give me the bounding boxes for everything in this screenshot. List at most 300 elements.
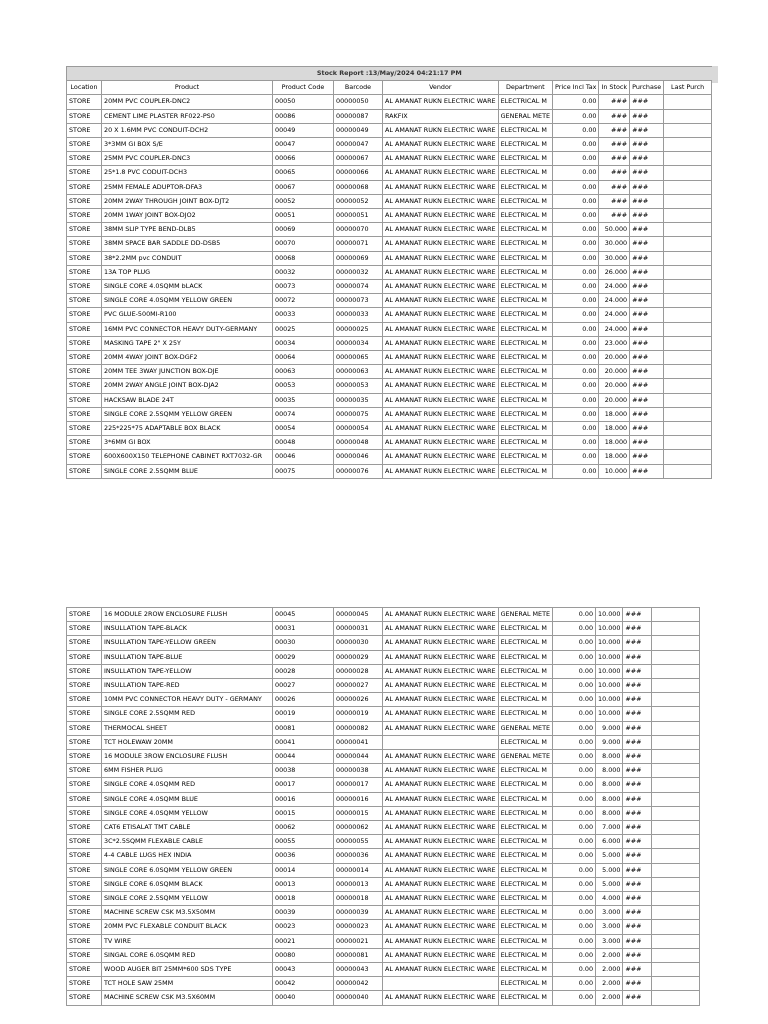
cell-in-stock: 30.000 <box>599 237 630 251</box>
cell-last-purchase <box>652 934 700 948</box>
cell-purchase: ### <box>623 892 652 906</box>
cell-purchase: ### <box>623 622 652 636</box>
table-row <box>67 450 712 464</box>
cell-location: STORE <box>67 294 102 308</box>
table-row <box>67 977 700 991</box>
cell-in-stock: 8.000 <box>596 806 623 820</box>
header-vendor: Vendor <box>383 81 499 95</box>
table-row <box>67 991 700 1005</box>
cell-price: 0.00 <box>553 138 599 152</box>
cell-location: STORE <box>67 180 102 194</box>
cell-product-code: 00028 <box>273 664 334 678</box>
cell-location: STORE <box>67 280 102 294</box>
cell-product-code: 00031 <box>273 622 334 636</box>
cell-last-purchase <box>652 778 700 792</box>
cell-price: 0.00 <box>553 294 599 308</box>
cell-vendor: AL AMANAT RUKN ELECTRIC WARE <box>383 436 499 450</box>
cell-product-code: 00035 <box>273 393 334 407</box>
cell-product-code: 00073 <box>273 280 334 294</box>
cell-location: STORE <box>67 693 102 707</box>
cell-location: STORE <box>67 735 102 749</box>
cell-location: STORE <box>67 750 102 764</box>
cell-product: 38MM SLIP TYPE BEND-DLB5 <box>102 223 273 237</box>
cell-department: ELECTRICAL M <box>498 166 552 180</box>
cell-price: 0.00 <box>553 251 599 265</box>
cell-vendor: AL AMANAT RUKN ELECTRIC WARE <box>383 792 499 806</box>
cell-last-purchase <box>664 336 712 350</box>
stock-report-table-page1 <box>66 66 712 479</box>
cell-last-purchase <box>664 180 712 194</box>
cell-price: 0.00 <box>553 835 596 849</box>
cell-in-stock: 24.000 <box>599 322 630 336</box>
cell-department: GENERAL METE <box>498 721 552 735</box>
cell-price: 0.00 <box>553 963 596 977</box>
cell-department: ELECTRICAL M <box>498 379 552 393</box>
cell-purchase: ### <box>630 407 664 421</box>
cell-vendor: AL AMANAT RUKN ELECTRIC WARE <box>383 351 499 365</box>
cell-purchase: ### <box>630 123 664 137</box>
cell-vendor: AL AMANAT RUKN ELECTRIC WARE <box>383 308 499 322</box>
cell-product-code: 00032 <box>273 265 334 279</box>
cell-vendor: AL AMANAT RUKN ELECTRIC WARE <box>383 693 499 707</box>
cell-in-stock: 10.000 <box>596 608 623 622</box>
cell-vendor: AL AMANAT RUKN ELECTRIC WARE <box>383 180 499 194</box>
cell-price: 0.00 <box>553 194 599 208</box>
cell-product-code: 00080 <box>273 948 334 962</box>
table-row <box>67 778 700 792</box>
cell-location: STORE <box>67 636 102 650</box>
cell-product: 20MM PVC FLEXABLE CONDUIT BLACK <box>102 920 273 934</box>
cell-product: 20MM TEE 3WAY JUNCTION BOX-DJE <box>102 365 273 379</box>
cell-last-purchase <box>652 636 700 650</box>
cell-purchase: ### <box>623 821 652 835</box>
cell-last-purchase <box>652 806 700 820</box>
cell-product-code: 00039 <box>273 906 334 920</box>
cell-in-stock: 24.000 <box>599 280 630 294</box>
cell-barcode: 00000042 <box>334 977 383 991</box>
cell-purchase: ### <box>623 750 652 764</box>
cell-barcode: 00000030 <box>334 636 383 650</box>
cell-product: SINGLE CORE 2.5SQMM BLUE <box>102 464 273 478</box>
cell-vendor: AL AMANAT RUKN ELECTRIC WARE <box>383 778 499 792</box>
cell-location: STORE <box>67 379 102 393</box>
cell-barcode: 00000039 <box>334 906 383 920</box>
cell-in-stock: 18.000 <box>599 450 630 464</box>
cell-barcode: 00000076 <box>334 464 383 478</box>
cell-product: 3*6MM GI BOX <box>102 436 273 450</box>
cell-last-purchase <box>664 265 712 279</box>
cell-purchase: ### <box>630 237 664 251</box>
cell-department: ELECTRICAL M <box>498 464 552 478</box>
cell-product: SINGLE CORE 4.0SQMM BLUE <box>102 792 273 806</box>
cell-purchase: ### <box>623 835 652 849</box>
cell-price: 0.00 <box>553 750 596 764</box>
cell-vendor: AL AMANAT RUKN ELECTRIC WARE <box>383 821 499 835</box>
cell-purchase: ### <box>623 721 652 735</box>
cell-department: ELECTRICAL M <box>498 693 552 707</box>
cell-product-code: 00048 <box>273 436 334 450</box>
cell-product-code: 00023 <box>273 920 334 934</box>
cell-barcode: 00000051 <box>334 209 383 223</box>
cell-vendor: AL AMANAT RUKN ELECTRIC WARE <box>383 679 499 693</box>
cell-barcode: 00000034 <box>334 336 383 350</box>
cell-product-code: 00045 <box>273 608 334 622</box>
cell-last-purchase <box>664 166 712 180</box>
cell-last-purchase <box>664 407 712 421</box>
cell-barcode: 00000046 <box>334 450 383 464</box>
table-row <box>67 123 712 137</box>
cell-last-purchase <box>652 849 700 863</box>
cell-barcode: 00000032 <box>334 265 383 279</box>
cell-price: 0.00 <box>553 237 599 251</box>
cell-barcode: 00000075 <box>334 407 383 421</box>
table-row <box>67 721 700 735</box>
cell-location: STORE <box>67 764 102 778</box>
cell-price: 0.00 <box>553 180 599 194</box>
cell-product-code: 00043 <box>273 963 334 977</box>
cell-product-code: 00068 <box>273 251 334 265</box>
cell-barcode: 00000014 <box>334 863 383 877</box>
cell-vendor: AL AMANAT RUKN ELECTRIC WARE <box>383 407 499 421</box>
cell-price: 0.00 <box>553 265 599 279</box>
cell-price: 0.00 <box>553 393 599 407</box>
cell-product-code: 00025 <box>273 322 334 336</box>
cell-department: ELECTRICAL M <box>498 977 552 991</box>
table-row <box>67 608 700 622</box>
cell-last-purchase <box>664 123 712 137</box>
cell-product: 25MM PVC COUPLER-DNC3 <box>102 152 273 166</box>
cell-location: STORE <box>67 322 102 336</box>
cell-product: 13A TOP PLUG <box>102 265 273 279</box>
cell-last-purchase <box>664 422 712 436</box>
cell-price: 0.00 <box>553 806 596 820</box>
cell-last-purchase <box>652 750 700 764</box>
cell-department: ELECTRICAL M <box>498 821 552 835</box>
cell-last-purchase <box>652 991 700 1005</box>
cell-product: INSULLATION TAPE-YELLOW GREEN <box>102 636 273 650</box>
cell-product: SINGLE CORE 6.0SQMM YELLOW GREEN <box>102 863 273 877</box>
cell-vendor: AL AMANAT RUKN ELECTRIC WARE <box>383 166 499 180</box>
cell-location: STORE <box>67 95 102 109</box>
cell-price: 0.00 <box>553 721 596 735</box>
cell-product-code: 00051 <box>273 209 334 223</box>
cell-product-code: 00063 <box>273 365 334 379</box>
table-row <box>67 209 712 223</box>
cell-location: STORE <box>67 849 102 863</box>
cell-in-stock: 8.000 <box>596 750 623 764</box>
cell-product: TCT HOLE SAW 25MM <box>102 977 273 991</box>
table-row <box>67 849 700 863</box>
cell-product-code: 00015 <box>273 806 334 820</box>
cell-last-purchase <box>652 664 700 678</box>
cell-in-stock: 2.000 <box>596 977 623 991</box>
cell-last-purchase <box>652 608 700 622</box>
table-row <box>67 863 700 877</box>
cell-product: 10MM PVC CONNECTOR HEAVY DUTY - GERMANY <box>102 693 273 707</box>
cell-price: 0.00 <box>553 892 596 906</box>
cell-product-code: 00014 <box>273 863 334 877</box>
table-row <box>67 138 712 152</box>
cell-product-code: 00016 <box>273 792 334 806</box>
cell-product: 600X600X150 TELEPHONE CABINET RXT7032-GR <box>102 450 273 464</box>
cell-department: ELECTRICAL M <box>498 764 552 778</box>
cell-purchase: ### <box>630 351 664 365</box>
cell-department: ELECTRICAL M <box>498 237 552 251</box>
cell-in-stock: 2.000 <box>596 948 623 962</box>
cell-product: SINGLE CORE 6.0SQMM BLACK <box>102 877 273 891</box>
cell-vendor: AL AMANAT RUKN ELECTRIC WARE <box>383 265 499 279</box>
cell-price: 0.00 <box>553 152 599 166</box>
cell-price: 0.00 <box>553 693 596 707</box>
cell-location: STORE <box>67 109 102 123</box>
cell-vendor: AL AMANAT RUKN ELECTRIC WARE <box>383 251 499 265</box>
cell-barcode: 00000066 <box>334 166 383 180</box>
cell-price: 0.00 <box>553 308 599 322</box>
cell-purchase: ### <box>623 877 652 891</box>
cell-barcode: 00000038 <box>334 764 383 778</box>
cell-price: 0.00 <box>553 920 596 934</box>
cell-barcode: 00000081 <box>334 948 383 962</box>
cell-product-code: 00033 <box>273 308 334 322</box>
cell-in-stock: 2.000 <box>596 963 623 977</box>
cell-last-purchase <box>664 365 712 379</box>
cell-location: STORE <box>67 407 102 421</box>
cell-last-purchase <box>664 379 712 393</box>
cell-vendor: AL AMANAT RUKN ELECTRIC WARE <box>383 948 499 962</box>
cell-department: ELECTRICAL M <box>498 991 552 1005</box>
cell-purchase: ### <box>623 792 652 806</box>
cell-location: STORE <box>67 450 102 464</box>
cell-vendor: AL AMANAT RUKN ELECTRIC WARE <box>383 707 499 721</box>
cell-purchase: ### <box>630 138 664 152</box>
cell-purchase: ### <box>630 336 664 350</box>
cell-purchase: ### <box>630 109 664 123</box>
cell-department: ELECTRICAL M <box>498 138 552 152</box>
cell-product-code: 00075 <box>273 464 334 478</box>
cell-product: 25*1.8 PVC CODUIT-DCH3 <box>102 166 273 180</box>
cell-price: 0.00 <box>553 280 599 294</box>
cell-product: 225*225*75 ADAPTABLE BOX BLACK <box>102 422 273 436</box>
cell-in-stock: 20.000 <box>599 393 630 407</box>
cell-department: ELECTRICAL M <box>498 152 552 166</box>
cell-barcode: 00000029 <box>334 650 383 664</box>
cell-location: STORE <box>67 237 102 251</box>
cell-purchase: ### <box>623 906 652 920</box>
cell-location: STORE <box>67 336 102 350</box>
cell-price: 0.00 <box>553 436 599 450</box>
cell-in-stock: 26.000 <box>599 265 630 279</box>
cell-price: 0.00 <box>553 650 596 664</box>
cell-vendor: AL AMANAT RUKN ELECTRIC WARE <box>383 194 499 208</box>
cell-last-purchase <box>664 152 712 166</box>
cell-in-stock: 9.000 <box>596 735 623 749</box>
cell-purchase: ### <box>630 166 664 180</box>
stock-report-table-page2 <box>66 607 700 1006</box>
cell-last-purchase <box>664 393 712 407</box>
cell-location: STORE <box>67 650 102 664</box>
cell-product: INSULLATION TAPE-BLACK <box>102 622 273 636</box>
cell-product-code: 00019 <box>273 707 334 721</box>
cell-product: SINGLE CORE 4.0SQMM RED <box>102 778 273 792</box>
table-row <box>67 407 712 421</box>
cell-vendor: AL AMANAT RUKN ELECTRIC WARE <box>383 393 499 407</box>
cell-in-stock: 5.000 <box>596 863 623 877</box>
cell-product-code: 00044 <box>273 750 334 764</box>
cell-price: 0.00 <box>553 664 596 678</box>
cell-department: ELECTRICAL M <box>498 806 552 820</box>
cell-last-purchase <box>664 450 712 464</box>
cell-location: STORE <box>67 436 102 450</box>
cell-product-code: 00050 <box>273 95 334 109</box>
cell-vendor: AL AMANAT RUKN ELECTRIC WARE <box>383 237 499 251</box>
cell-product-code: 00029 <box>273 650 334 664</box>
cell-location: STORE <box>67 835 102 849</box>
cell-product-code: 00072 <box>273 294 334 308</box>
table-row <box>67 379 712 393</box>
cell-vendor: AL AMANAT RUKN ELECTRIC WARE <box>383 934 499 948</box>
cell-product: 3*3MM GI BOX S/E <box>102 138 273 152</box>
table-row <box>67 934 700 948</box>
cell-product: MASKING TAPE 2" X 25Y <box>102 336 273 350</box>
cell-price: 0.00 <box>553 336 599 350</box>
cell-department: ELECTRICAL M <box>498 294 552 308</box>
cell-vendor <box>383 977 499 991</box>
cell-vendor: AL AMANAT RUKN ELECTRIC WARE <box>383 650 499 664</box>
cell-vendor: AL AMANAT RUKN ELECTRIC WARE <box>383 280 499 294</box>
cell-product-code: 00069 <box>273 223 334 237</box>
cell-purchase: ### <box>630 265 664 279</box>
cell-price: 0.00 <box>553 877 596 891</box>
cell-last-purchase <box>652 963 700 977</box>
cell-in-stock: 24.000 <box>599 294 630 308</box>
cell-in-stock: 10.000 <box>596 636 623 650</box>
cell-vendor: AL AMANAT RUKN ELECTRIC WARE <box>383 849 499 863</box>
cell-barcode: 00000049 <box>334 123 383 137</box>
cell-purchase: ### <box>630 251 664 265</box>
cell-price: 0.00 <box>553 365 599 379</box>
cell-price: 0.00 <box>553 322 599 336</box>
cell-department: ELECTRICAL M <box>498 450 552 464</box>
cell-product: MACHINE SCREW CSK M3.5X60MM <box>102 991 273 1005</box>
cell-barcode: 00000017 <box>334 778 383 792</box>
cell-purchase: ### <box>630 464 664 478</box>
cell-product-code: 00065 <box>273 166 334 180</box>
cell-purchase: ### <box>623 636 652 650</box>
cell-product: SINGLE CORE 4.0SQMM YELLOW GREEN <box>102 294 273 308</box>
table-row <box>67 948 700 962</box>
cell-product: 20MM 2WAY ANGLE JOINT BOX-DJA2 <box>102 379 273 393</box>
cell-product: 3C*2.5SQMM FLEXABLE CABLE <box>102 835 273 849</box>
cell-vendor: AL AMANAT RUKN ELECTRIC WARE <box>383 835 499 849</box>
cell-barcode: 00000047 <box>334 138 383 152</box>
cell-barcode: 00000036 <box>334 849 383 863</box>
cell-last-purchase <box>652 679 700 693</box>
cell-in-stock: 10.000 <box>596 679 623 693</box>
cell-department: ELECTRICAL M <box>498 735 552 749</box>
cell-product-code: 00053 <box>273 379 334 393</box>
cell-in-stock: 20.000 <box>599 351 630 365</box>
cell-price: 0.00 <box>553 379 599 393</box>
cell-in-stock: 18.000 <box>599 436 630 450</box>
cell-in-stock: ### <box>599 194 630 208</box>
header-product: Product <box>102 81 273 95</box>
table-row <box>67 351 712 365</box>
header-purchase: Purchase <box>630 81 664 95</box>
cell-barcode: 00000041 <box>334 735 383 749</box>
cell-last-purchase <box>652 821 700 835</box>
cell-last-purchase <box>664 351 712 365</box>
cell-product: INSULLATION TAPE-YELLOW <box>102 664 273 678</box>
cell-in-stock: 30.000 <box>599 251 630 265</box>
cell-product: TV WIRE <box>102 934 273 948</box>
table-row <box>67 109 712 123</box>
table-row <box>67 764 700 778</box>
cell-location: STORE <box>67 251 102 265</box>
cell-product-code: 00027 <box>273 679 334 693</box>
cell-department: ELECTRICAL M <box>498 707 552 721</box>
cell-product: 38*2.2MM pvc CONDUIT <box>102 251 273 265</box>
table-row <box>67 265 712 279</box>
cell-vendor: AL AMANAT RUKN ELECTRIC WARE <box>383 336 499 350</box>
header-barcode: Barcode <box>334 81 383 95</box>
cell-location: STORE <box>67 977 102 991</box>
table-row <box>67 280 712 294</box>
cell-purchase: ### <box>623 934 652 948</box>
cell-product: SINGLE CORE 2.5SQMM YELLOW <box>102 892 273 906</box>
cell-location: STORE <box>67 679 102 693</box>
cell-location: STORE <box>67 721 102 735</box>
table-row <box>67 436 712 450</box>
cell-in-stock: 10.000 <box>599 464 630 478</box>
table-row <box>67 166 712 180</box>
cell-product-code: 00055 <box>273 835 334 849</box>
cell-purchase: ### <box>623 849 652 863</box>
cell-last-purchase <box>652 877 700 891</box>
table-row <box>67 835 700 849</box>
table-row <box>67 223 712 237</box>
cell-purchase: ### <box>623 806 652 820</box>
cell-last-purchase <box>652 792 700 806</box>
cell-price: 0.00 <box>553 778 596 792</box>
cell-product: HACKSAW BLADE 24T <box>102 393 273 407</box>
cell-price: 0.00 <box>553 849 596 863</box>
cell-vendor: AL AMANAT RUKN ELECTRIC WARE <box>383 991 499 1005</box>
cell-vendor: AL AMANAT RUKN ELECTRIC WARE <box>383 464 499 478</box>
cell-department: ELECTRICAL M <box>498 308 552 322</box>
cell-in-stock: 18.000 <box>599 407 630 421</box>
cell-in-stock: 8.000 <box>596 792 623 806</box>
cell-product: 20MM PVC COUPLER-DNC2 <box>102 95 273 109</box>
cell-department: ELECTRICAL M <box>498 792 552 806</box>
cell-vendor: RAKFIX <box>383 109 499 123</box>
cell-in-stock: 50.000 <box>599 223 630 237</box>
table-row <box>67 877 700 891</box>
cell-in-stock: ### <box>599 95 630 109</box>
cell-last-purchase <box>664 223 712 237</box>
cell-in-stock: 3.000 <box>596 906 623 920</box>
cell-product-code: 00046 <box>273 450 334 464</box>
cell-purchase: ### <box>630 365 664 379</box>
cell-vendor: AL AMANAT RUKN ELECTRIC WARE <box>383 95 499 109</box>
cell-barcode: 00000025 <box>334 322 383 336</box>
cell-location: STORE <box>67 308 102 322</box>
cell-barcode: 00000026 <box>334 693 383 707</box>
cell-department: ELECTRICAL M <box>498 393 552 407</box>
table-row <box>67 735 700 749</box>
cell-barcode: 00000040 <box>334 991 383 1005</box>
cell-department: ELECTRICAL M <box>498 892 552 906</box>
cell-vendor: AL AMANAT RUKN ELECTRIC WARE <box>383 422 499 436</box>
